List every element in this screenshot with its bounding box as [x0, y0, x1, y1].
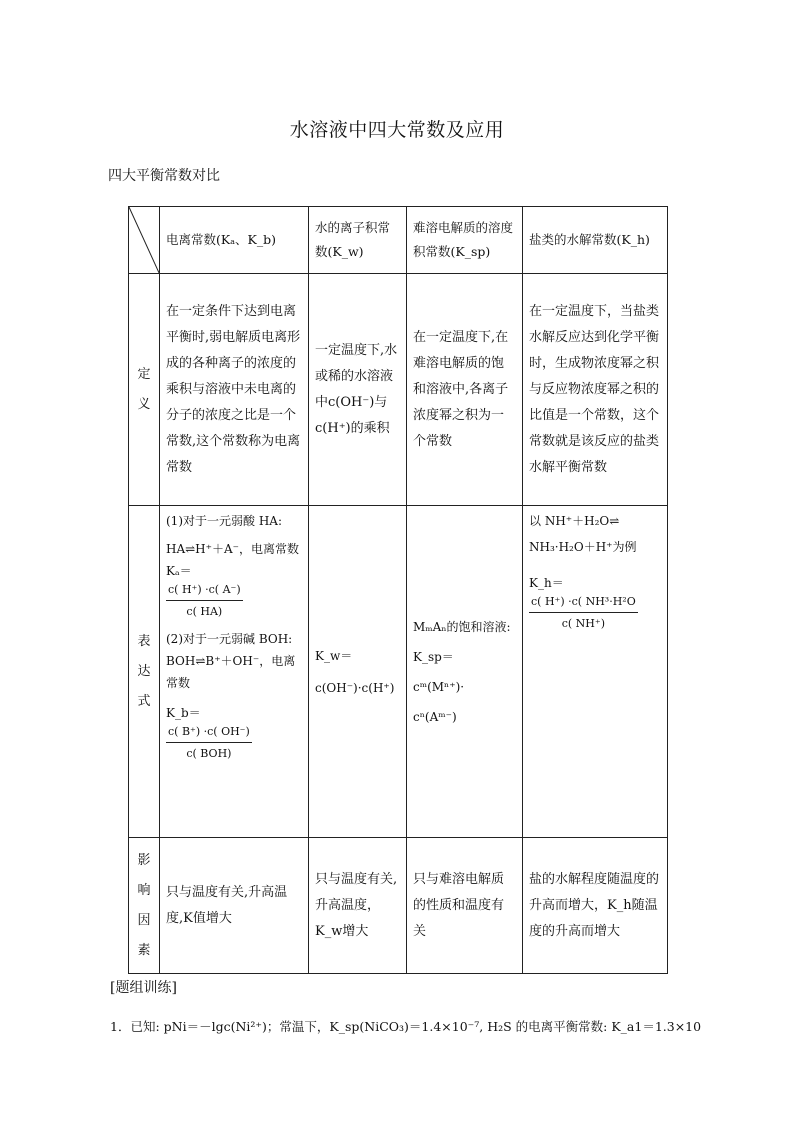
- definition-ionization: 在一定条件下达到电离平衡时,弱电解质电离形成的各种离子的浓度的乘积与溶液中未电离的分子的浓度之比是一个常数,这个常数称为电离常数: [160, 274, 309, 506]
- expression-water: K_w＝ c(OH⁻)·c(H⁺): [309, 506, 407, 838]
- row-label-definition: 定 义: [129, 274, 160, 506]
- definition-solubility: 在一定温度下,在难溶电解质的饱和溶液中,各离子浓度幂之积为一个常数: [407, 274, 523, 506]
- definition-water: 一定温度下,水或稀的水溶液中c(OH⁻)与c(H⁺)的乘积: [309, 274, 407, 506]
- expression-ionization: (1)对于一元弱酸 HA: HA⇌H⁺＋A⁻，电离常数 Kₐ＝ $\frac{c( H^+) \cdot c( A^-)}{c( HA)}$ (2)对于一元弱碱 BOH: BOH⇌B⁺＋OH⁻，电离常数 K_b＝ $\frac{c( B^+) \cdot c( OH^-)}{\text{c( BOH)}}$: [160, 506, 309, 838]
- page-title: 水溶液中四大常数及应用: [289, 119, 505, 141]
- exercise-label: [题组训练]: [110, 980, 177, 996]
- header-solubility-product: 难溶电解质的溶度积常数(K_sp): [407, 207, 523, 274]
- factors-ionization: 只与温度有关,升高温度,K值增大: [160, 838, 309, 974]
- header-hydrolysis-constant: 盐类的水解常数(K_h): [523, 207, 668, 274]
- factors-solubility: 只与难溶电解质的性质和温度有关: [407, 838, 523, 974]
- kb-fraction: $\frac{c( B^+) \cdot c( OH^-)}{\text{c( BOH)}}$: [168, 725, 250, 760]
- expression-row: [129, 506, 668, 838]
- row-label-expression: 表 达 式: [129, 506, 160, 838]
- factors-row: [129, 838, 668, 974]
- section-heading: 四大平衡常数对比: [108, 168, 220, 184]
- diagonal-line: [129, 207, 160, 274]
- constants-table: [128, 206, 668, 974]
- ka-fraction: $\frac{c( H^+) \cdot c( A^-)}{c( HA)}$: [168, 583, 241, 618]
- header-water-ion-product: 水的离子积常数(K_w): [309, 207, 407, 274]
- header-ionization-constant: 电离常数(Kₐ、K_b): [160, 207, 309, 274]
- expression-hydrolysis: 以 NH⁺＋H₂O⇌ NH₃·H₂O＋H⁺为例 K_h＝ $\frac{\text{c( H⁺) ·c( NH³·H²O}}{c( NH^+)}$: [523, 506, 668, 838]
- row-label-factors: 影 响 因 素: [129, 838, 160, 974]
- factors-water: 只与温度有关,升高温度，K_w增大: [309, 838, 407, 974]
- question-1: 1．已知: pNi＝－lgc(Ni²⁺)；常温下，K_sp(NiCO₃)＝1.4×10⁻⁷, H₂S 的电离平衡常数: K_a1＝1.3×10: [110, 1019, 702, 1034]
- definition-hydrolysis: 在一定温度下，当盐类水解反应达到化学平衡时，生成物浓度幂之积与反应物浓度幂之积的比值是一个常数，这个常数就是该反应的盐类水解平衡常数: [523, 274, 668, 506]
- expression-solubility: MₘAₙ的饱和溶液: K_sp＝ cᵐ(Mⁿ⁺)· cⁿ(Aᵐ⁻): [407, 506, 523, 838]
- kh-fraction: $\frac{\text{c( H⁺) ·c( NH³·H²O}}{c( NH^+)}$: [531, 595, 636, 630]
- header-row: [129, 207, 668, 274]
- diagonal-header-cell: [129, 207, 160, 274]
- factors-hydrolysis: 盐的水解程度随温度的升高而增大，K_h随温度的升高而增大: [523, 838, 668, 974]
- definition-row: [129, 274, 668, 506]
